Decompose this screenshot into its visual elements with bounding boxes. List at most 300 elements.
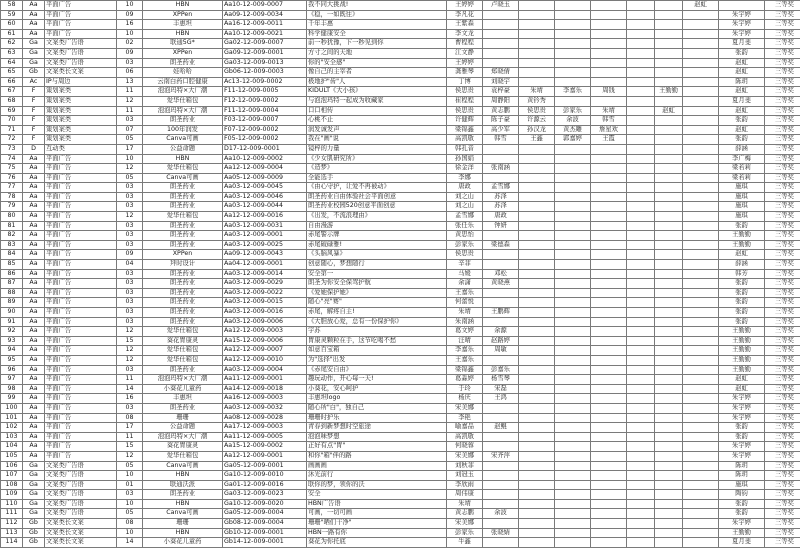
brand-name-cell: 朗圣药业	[143, 317, 223, 327]
row-number-cell: 76	[1, 173, 23, 183]
author-2-cell	[483, 231, 519, 241]
entry-id-cell: Aa15-12-009-0006	[223, 336, 307, 346]
author-3-cell	[519, 336, 555, 346]
author-3-cell	[519, 39, 555, 49]
entry-id-cell: Aa03-12-009-0014	[223, 269, 307, 279]
brand-name-cell: HBN	[143, 1, 223, 11]
award-level-cell: 三等奖	[765, 490, 800, 500]
category-code-cell: Ga	[23, 58, 45, 68]
brand-name-cell: 朗圣药业	[143, 279, 223, 289]
author-3-cell	[519, 375, 555, 385]
category-code-cell: Gb	[23, 519, 45, 529]
brand-name-cell: 拜时设计	[143, 260, 223, 270]
row-number-cell: 61	[1, 29, 23, 39]
row-number-cell: 62	[1, 39, 23, 49]
author-4-cell	[555, 538, 591, 548]
author-3-cell	[519, 432, 555, 442]
table-row	[1, 298, 800, 308]
author-7-cell	[655, 250, 683, 260]
advisor-1-cell	[683, 154, 719, 164]
author-7-cell	[655, 480, 683, 490]
table-row	[1, 451, 800, 461]
table-row	[1, 154, 800, 164]
table-row	[1, 519, 800, 529]
advisor-1-cell	[683, 58, 719, 68]
award-level-cell: 三等奖	[765, 538, 800, 548]
row-number-cell: 95	[1, 355, 23, 365]
category-code-cell: Aa	[23, 20, 45, 30]
award-level-cell: 三等奖	[765, 269, 800, 279]
work-title-cell: 千年丰惠	[307, 20, 447, 30]
advisor-1-cell	[683, 164, 719, 174]
row-number-cell: 93	[1, 336, 23, 346]
category-code-cell: Aa	[23, 154, 45, 164]
author-6-cell	[627, 173, 655, 183]
author-1-cell: 马媛	[447, 269, 483, 279]
author-2-cell: 邓松	[483, 269, 519, 279]
table-row	[1, 538, 800, 548]
entry-id-cell: Aa03-12-009-0004	[223, 365, 307, 375]
author-4-cell	[555, 96, 591, 106]
author-4-cell	[555, 471, 591, 481]
brand-name-cell: 爱华仕箱包	[143, 164, 223, 174]
category-name-cell: 平面广告	[45, 212, 117, 222]
entry-id-cell: Aa11-12-009-0005	[223, 432, 307, 442]
topic-number-cell: 12	[117, 164, 143, 174]
author-1-cell: 杨庆	[447, 394, 483, 404]
topic-number-cell: 08	[117, 413, 143, 423]
author-4-cell	[555, 365, 591, 375]
category-name-cell: 平面广告	[45, 317, 117, 327]
advisor-2-cell: 朱宇婷	[719, 394, 765, 404]
brand-name-cell: 朗圣药业	[143, 240, 223, 250]
row-number-cell: 108	[1, 480, 23, 490]
brand-name-cell: 朗圣药业	[143, 490, 223, 500]
entry-id-cell: Aa10-12-009-0007	[223, 1, 307, 11]
table-row	[1, 77, 800, 87]
row-number-cell: 104	[1, 442, 23, 452]
advisor-1-cell	[683, 10, 719, 20]
author-4-cell	[555, 509, 591, 519]
topic-number-cell: 03	[117, 490, 143, 500]
row-number-cell: 84	[1, 250, 23, 260]
row-number-cell: 82	[1, 231, 23, 241]
category-name-cell: 平面广告	[45, 355, 117, 365]
brand-name-cell: 朗圣药业	[143, 288, 223, 298]
author-2-cell: 郑晓倩	[483, 68, 519, 78]
author-2-cell	[483, 144, 519, 154]
topic-number-cell: 15	[117, 442, 143, 452]
entry-id-cell: Aa17-12-009-0003	[223, 423, 307, 433]
author-3-cell	[519, 279, 555, 289]
category-code-cell: Aa	[23, 336, 45, 346]
row-number-cell: 65	[1, 68, 23, 78]
table-row	[1, 183, 800, 193]
author-2-cell	[483, 480, 519, 490]
advisor-2-cell: 施琪	[719, 212, 765, 222]
brand-name-cell: 朗圣药业	[143, 298, 223, 308]
author-6-cell	[627, 461, 655, 471]
author-3-cell	[519, 442, 555, 452]
row-number-cell: 101	[1, 413, 23, 423]
topic-number-cell: 09	[117, 10, 143, 20]
author-4-cell: 郭嘉婷	[555, 135, 591, 145]
brand-name-cell: 朗圣药业	[143, 192, 223, 202]
advisor-1-cell	[683, 336, 719, 346]
advisor-1-cell	[683, 432, 719, 442]
category-name-cell: 文案类长文案	[45, 528, 117, 538]
work-title-cell: 赤尾破碌雅!	[307, 240, 447, 250]
topic-number-cell: 13	[117, 77, 143, 87]
topic-number-cell: 12	[117, 212, 143, 222]
author-3-cell	[519, 413, 555, 423]
author-2-cell	[483, 490, 519, 500]
category-name-cell: 平面广告	[45, 29, 117, 39]
author-6-cell	[627, 384, 655, 394]
entry-id-cell: Aa03-12-009-0016	[223, 308, 307, 318]
author-3-cell	[519, 260, 555, 270]
advisor-2-cell: 王勤勤	[719, 346, 765, 356]
author-7-cell	[655, 519, 683, 529]
author-4-cell	[555, 384, 591, 394]
work-title-cell: 赤尾警示牌	[307, 231, 447, 241]
award-level-cell: 三等奖	[765, 10, 800, 20]
author-7-cell	[655, 192, 683, 202]
advisor-1-cell	[683, 413, 719, 423]
topic-number-cell: 12	[117, 96, 143, 106]
category-code-cell: Aa	[23, 375, 45, 385]
brand-name-cell: 泡泡玛特×大厂潮	[143, 106, 223, 116]
brand-name-cell: 公益命题	[143, 423, 223, 433]
author-1-cell: 宋美娜	[447, 403, 483, 413]
award-level-cell: 三等奖	[765, 336, 800, 346]
author-7-cell	[655, 442, 683, 452]
category-code-cell: F	[23, 135, 45, 145]
brand-name-cell: HBN	[143, 528, 223, 538]
author-5-cell	[591, 375, 627, 385]
author-6-cell	[627, 144, 655, 154]
author-5-cell	[591, 202, 627, 212]
award-level-cell: 三等奖	[765, 394, 800, 404]
row-number-cell: 80	[1, 212, 23, 222]
entry-id-cell: Gb06-12-009-0003	[223, 68, 307, 78]
advisor-1-cell	[683, 269, 719, 279]
award-level-cell: 三等奖	[765, 279, 800, 289]
topic-number-cell: 09	[117, 250, 143, 260]
category-name-cell: 平面广告	[45, 403, 117, 413]
author-2-cell: 卢晓玉	[483, 1, 519, 11]
table-row	[1, 135, 800, 145]
author-7-cell	[655, 355, 683, 365]
entry-id-cell: Ga10-12-009-0010	[223, 471, 307, 481]
row-number-cell: 114	[1, 538, 23, 548]
category-name-cell: 平面广告	[45, 375, 117, 385]
advisor-2-cell: 张韵	[719, 135, 765, 145]
brand-name-cell: 珊珊	[143, 413, 223, 423]
table-row	[1, 480, 800, 490]
entry-id-cell: Ga05-12-009-0001	[223, 461, 307, 471]
author-1-cell: 李凡花	[447, 10, 483, 20]
author-3-cell: 黄钤秀	[519, 96, 555, 106]
category-name-cell: 文案类广告语	[45, 480, 117, 490]
author-2-cell: 黄志鹏	[483, 106, 519, 116]
award-level-cell: 三等奖	[765, 39, 800, 49]
advisor-2-cell: 张韵	[719, 423, 765, 433]
brand-name-cell: 爱华仕箱包	[143, 346, 223, 356]
advisor-1-cell	[683, 77, 719, 87]
author-6-cell	[627, 1, 655, 11]
advisor-2-cell: 朱宇婷	[719, 413, 765, 423]
author-4-cell	[555, 499, 591, 509]
category-name-cell: 平面广告	[45, 442, 117, 452]
author-6-cell	[627, 192, 655, 202]
work-title-cell: 随心"亮"赛"	[307, 298, 447, 308]
author-1-cell: 王嘉乐	[447, 288, 483, 298]
row-number-cell: 111	[1, 509, 23, 519]
brand-name-cell: 爱华仕箱包	[143, 96, 223, 106]
work-title-cell: 安全第一	[307, 269, 447, 279]
entry-id-cell: Aa12-12-009-0003	[223, 327, 307, 337]
award-level-cell: 三等奖	[765, 154, 800, 164]
entry-id-cell: Aa16-12-009-0011	[223, 20, 307, 30]
table-row	[1, 509, 800, 519]
row-number-cell: 60	[1, 20, 23, 30]
category-name-cell: 平面广告	[45, 192, 117, 202]
brand-name-cell: 朗圣药业	[143, 116, 223, 126]
author-1-cell: 王婷婷	[447, 58, 483, 68]
category-code-cell: Aa	[23, 432, 45, 442]
advisor-1-cell	[683, 327, 719, 337]
author-7-cell	[655, 317, 683, 327]
author-3-cell	[519, 288, 555, 298]
author-1-cell: 葛淼婷	[447, 375, 483, 385]
category-code-cell: Aa	[23, 308, 45, 318]
category-name-cell: 文案类广告语	[45, 490, 117, 500]
author-6-cell	[627, 403, 655, 413]
award-level-cell: 三等奖	[765, 192, 800, 202]
author-1-cell: 高凯敬	[447, 432, 483, 442]
author-6-cell	[627, 106, 655, 116]
author-2-cell	[483, 461, 519, 471]
brand-name-cell: 100年润发	[143, 125, 223, 135]
entry-id-cell: F11-12-009-0005	[223, 87, 307, 97]
table-row	[1, 106, 800, 116]
advisor-1-cell	[683, 20, 719, 30]
work-title-cell: 像自己的主宰者	[307, 68, 447, 78]
work-title-cell: 朗圣为你安全保驾护航	[307, 279, 447, 289]
table-row	[1, 10, 800, 20]
author-5-cell	[591, 279, 627, 289]
author-4-cell	[555, 346, 591, 356]
row-number-cell: 67	[1, 87, 23, 97]
table-row	[1, 212, 800, 222]
row-number-cell: 83	[1, 240, 23, 250]
author-7-cell	[655, 144, 683, 154]
author-3-cell	[519, 58, 555, 68]
author-4-cell	[555, 202, 591, 212]
author-2-cell	[483, 48, 519, 58]
author-3-cell	[519, 202, 555, 212]
entry-id-cell: Gb10-12-009-0001	[223, 528, 307, 538]
table-row	[1, 87, 800, 97]
author-2-cell	[483, 403, 519, 413]
work-title-cell: HBN广告语	[307, 499, 447, 509]
advisor-2-cell: 赵虹	[719, 68, 765, 78]
brand-name-cell: 小葵花儿童药	[143, 384, 223, 394]
category-code-cell: Aa	[23, 355, 45, 365]
author-2-cell: 余波	[483, 509, 519, 519]
author-2-cell: 梁德森	[483, 240, 519, 250]
advisor-2-cell: 赵虹	[719, 375, 765, 385]
advisor-1-cell	[683, 509, 719, 519]
author-1-cell: 朱南涵	[447, 317, 483, 327]
category-code-cell: Aa	[23, 327, 45, 337]
table-row	[1, 116, 800, 126]
author-4-cell	[555, 355, 591, 365]
author-5-cell	[591, 68, 627, 78]
category-name-cell: 平面广告	[45, 279, 117, 289]
author-1-cell: 李娜	[447, 173, 483, 183]
award-level-cell: 三等奖	[765, 480, 800, 490]
author-1-cell: 黄志鹏	[447, 509, 483, 519]
entry-id-cell: Ga03-12-009-0023	[223, 490, 307, 500]
advisor-1-cell	[683, 240, 719, 250]
advisor-1-cell	[683, 365, 719, 375]
author-5-cell	[591, 490, 627, 500]
topic-number-cell: 08	[117, 519, 143, 529]
author-3-cell	[519, 192, 555, 202]
advisor-1-cell	[683, 144, 719, 154]
topic-number-cell: 03	[117, 288, 143, 298]
category-code-cell: Ga	[23, 490, 45, 500]
category-name-cell: 平面广告	[45, 346, 117, 356]
category-name-cell: 平面广告	[45, 423, 117, 433]
row-number-cell: 85	[1, 260, 23, 270]
author-7-cell	[655, 125, 683, 135]
entry-id-cell: Ga02-12-009-0007	[223, 39, 307, 49]
author-5-cell	[591, 144, 627, 154]
topic-number-cell: 03	[117, 308, 143, 318]
author-5-cell	[591, 480, 627, 490]
author-4-cell	[555, 451, 591, 461]
row-number-cell: 113	[1, 528, 23, 538]
table-row	[1, 125, 800, 135]
advisor-1-cell	[683, 403, 719, 413]
author-3-cell	[519, 144, 555, 154]
award-level-cell: 三等奖	[765, 173, 800, 183]
entry-id-cell: Aa09-12-009-0034	[223, 10, 307, 20]
author-7-cell	[655, 403, 683, 413]
author-7-cell	[655, 432, 683, 442]
table-row	[1, 231, 800, 241]
author-4-cell	[555, 48, 591, 58]
topic-number-cell: 10	[117, 499, 143, 509]
author-6-cell	[627, 231, 655, 241]
row-number-cell: 107	[1, 471, 23, 481]
brand-name-cell: 朗圣药业	[143, 202, 223, 212]
row-number-cell: 92	[1, 327, 23, 337]
author-5-cell	[591, 336, 627, 346]
author-5-cell: 韩雪	[591, 116, 627, 126]
author-4-cell	[555, 403, 591, 413]
entry-id-cell: Aa03-12-009-0031	[223, 221, 307, 231]
author-2-cell: 孟雪娜	[483, 183, 519, 193]
row-number-cell: 88	[1, 288, 23, 298]
work-title-cell: HBN一路有你	[307, 528, 447, 538]
author-6-cell	[627, 288, 655, 298]
author-1-cell: 辛菲	[447, 260, 483, 270]
author-4-cell	[555, 29, 591, 39]
entry-id-cell: Gb14-12-009-0001	[223, 538, 307, 548]
category-name-cell: 平面广告	[45, 173, 117, 183]
author-1-cell: 李欣雨	[447, 480, 483, 490]
category-code-cell: Aa	[23, 413, 45, 423]
author-2-cell: 苏泽	[483, 192, 519, 202]
entry-id-cell: Aa03-12-009-0015	[223, 298, 307, 308]
author-3-cell	[519, 384, 555, 394]
author-4-cell	[555, 442, 591, 452]
author-3-cell	[519, 394, 555, 404]
author-6-cell	[627, 125, 655, 135]
work-title-cell: 《出发，不流浪理由》	[307, 212, 447, 222]
table-row	[1, 221, 800, 231]
author-6-cell	[627, 10, 655, 20]
work-title-cell: 《爱她保护她》	[307, 288, 447, 298]
brand-name-cell: Canva可画	[143, 461, 223, 471]
brand-name-cell: XPPen	[143, 48, 223, 58]
work-title-cell: 可画，一切可画	[307, 509, 447, 519]
work-title-cell: 小葵花，安心呵护	[307, 384, 447, 394]
author-3-cell	[519, 221, 555, 231]
entry-id-cell: Aa03-12-009-0001	[223, 231, 307, 241]
category-name-cell: 策划案类	[45, 87, 117, 97]
brand-name-cell: 朗圣药业	[143, 221, 223, 231]
award-level-cell: 三等奖	[765, 202, 800, 212]
author-1-cell: 宋美娜	[447, 519, 483, 529]
work-title-cell: 联你的梦，领你的沃	[307, 480, 447, 490]
author-1-cell: 韩孔音	[447, 144, 483, 154]
category-name-cell: 文案类广告语	[45, 509, 117, 519]
author-1-cell: 朱靖	[447, 499, 483, 509]
table-row	[1, 173, 800, 183]
award-level-cell: 三等奖	[765, 144, 800, 154]
author-4-cell	[555, 231, 591, 241]
work-title-cell: 珊珊时护乐	[307, 413, 447, 423]
entry-id-cell: D17-12-009-0001	[223, 144, 307, 154]
advisor-2-cell: 王勤勤	[719, 355, 765, 365]
category-name-cell: 策划案类	[45, 116, 117, 126]
category-code-cell: Aa	[23, 240, 45, 250]
award-level-cell: 三等奖	[765, 432, 800, 442]
author-2-cell: 赵路婷	[483, 336, 519, 346]
author-5-cell	[591, 221, 627, 231]
author-1-cell: 徐金洋	[447, 164, 483, 174]
category-code-cell: Ga	[23, 461, 45, 471]
entry-id-cell: Ga01-12-009-0016	[223, 480, 307, 490]
author-7-cell	[655, 490, 683, 500]
category-code-cell: Aa	[23, 173, 45, 183]
author-6-cell	[627, 135, 655, 145]
author-6-cell	[627, 202, 655, 212]
author-6-cell	[627, 442, 655, 452]
row-number-cell: 72	[1, 135, 23, 145]
author-5-cell	[591, 192, 627, 202]
work-title-cell: 镜梓的力量	[307, 144, 447, 154]
author-2-cell: 赵鲲	[483, 423, 519, 433]
row-number-cell: 79	[1, 202, 23, 212]
author-1-cell: 王紫森	[447, 20, 483, 30]
advisor-2-cell: 朱宇婷	[719, 451, 765, 461]
